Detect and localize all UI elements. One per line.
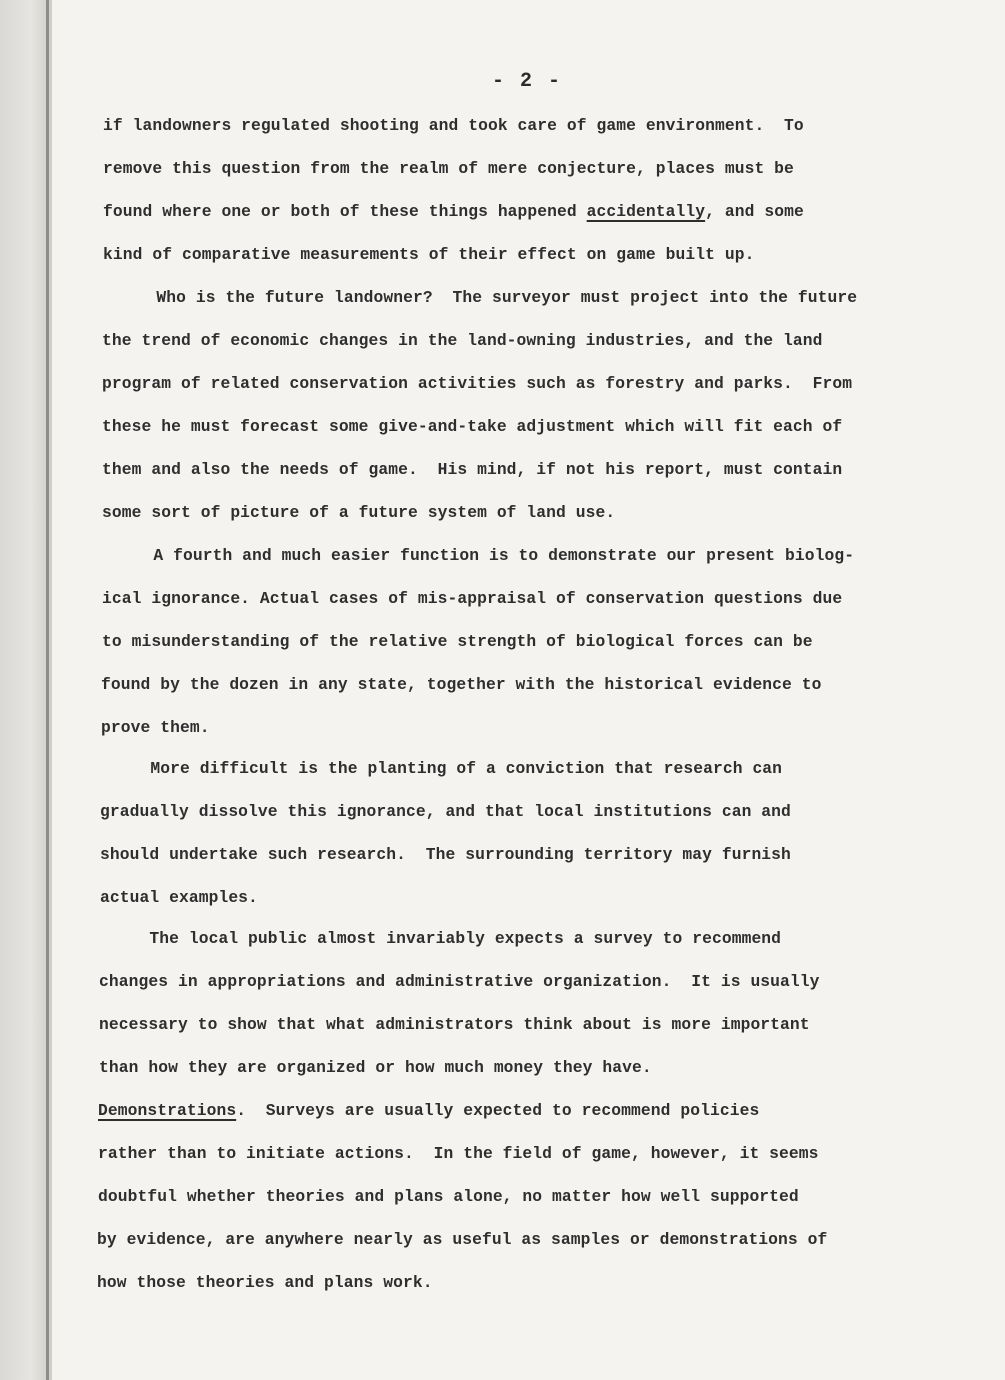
text-line: if landowners regulated shooting and took care of game environment. To: [103, 116, 804, 135]
text-line: actual examples.: [100, 888, 258, 907]
binding-gutter: [0, 0, 52, 1380]
section-heading-line: [98, 1101, 759, 1120]
paragraph-start-line: Who is the future landowner? The surveyor must project into the future: [107, 288, 858, 307]
text-line: found by the dozen in any state, together with the historical evidence to: [101, 675, 822, 694]
paragraph-start-line: More difficult is the planting of a conviction that research can: [101, 759, 783, 778]
text-line: remove this question from the realm of mere conjecture, places must be: [103, 159, 794, 178]
underlined-word: accidentally: [586, 202, 706, 221]
text-line: program of related conservation activities such as forestry and parks. From: [102, 374, 853, 393]
text-line: them and also the needs of game. His mind, if not his report, must contain: [102, 460, 843, 479]
text-line: should undertake such research. The surrounding territory may furnish: [100, 845, 791, 864]
text-line: by evidence, are anywhere nearly as useful as samples or demonstrations of: [97, 1230, 828, 1249]
paragraph-start-line: A fourth and much easier function is to demonstrate our present biolog-: [104, 546, 855, 565]
text-line: how those theories and plans work.: [97, 1273, 433, 1292]
text-line: ical ignorance. Actual cases of mis-appraisal of conservation questions due: [102, 589, 843, 608]
page-number: - 2 -: [492, 70, 563, 93]
section-heading: Demonstrations: [98, 1101, 237, 1120]
text-line: prove them.: [101, 718, 210, 737]
text-line: some sort of picture of a future system of land use.: [102, 503, 616, 522]
text-line: the trend of economic changes in the land-owning industries, and the land: [102, 331, 823, 350]
text-line: to misunderstanding of the relative strength of biological forces can be: [102, 632, 813, 651]
paragraph-start-line: The local public almost invariably expects a survey to recommend: [100, 929, 782, 948]
page-edge: [46, 0, 49, 1380]
text-line: than how they are organized or how much money they have.: [99, 1058, 652, 1077]
text-line: kind of comparative measurements of their effect on game built up.: [103, 245, 755, 264]
line-text-before: found where one or both of these things happened: [103, 202, 587, 221]
line-text-after: , and some: [705, 202, 804, 221]
text-line: changes in appropriations and administrative organization. It is usually: [99, 972, 820, 991]
text-line: doubtful whether theories and plans alone, no matter how well supported: [98, 1187, 799, 1206]
text-line: gradually dissolve this ignorance, and that local institutions can and: [100, 802, 791, 821]
line-text-after: . Surveys are usually expected to recommend policies: [236, 1101, 760, 1120]
typed-page: [52, 0, 1005, 1380]
text-line: [103, 202, 804, 221]
text-line: these he must forecast some give-and-take adjustment which will fit each of: [102, 417, 843, 436]
text-line: rather than to initiate actions. In the field of game, however, it seems: [98, 1144, 819, 1163]
text-line: necessary to show that what administrators think about is more important: [99, 1015, 810, 1034]
